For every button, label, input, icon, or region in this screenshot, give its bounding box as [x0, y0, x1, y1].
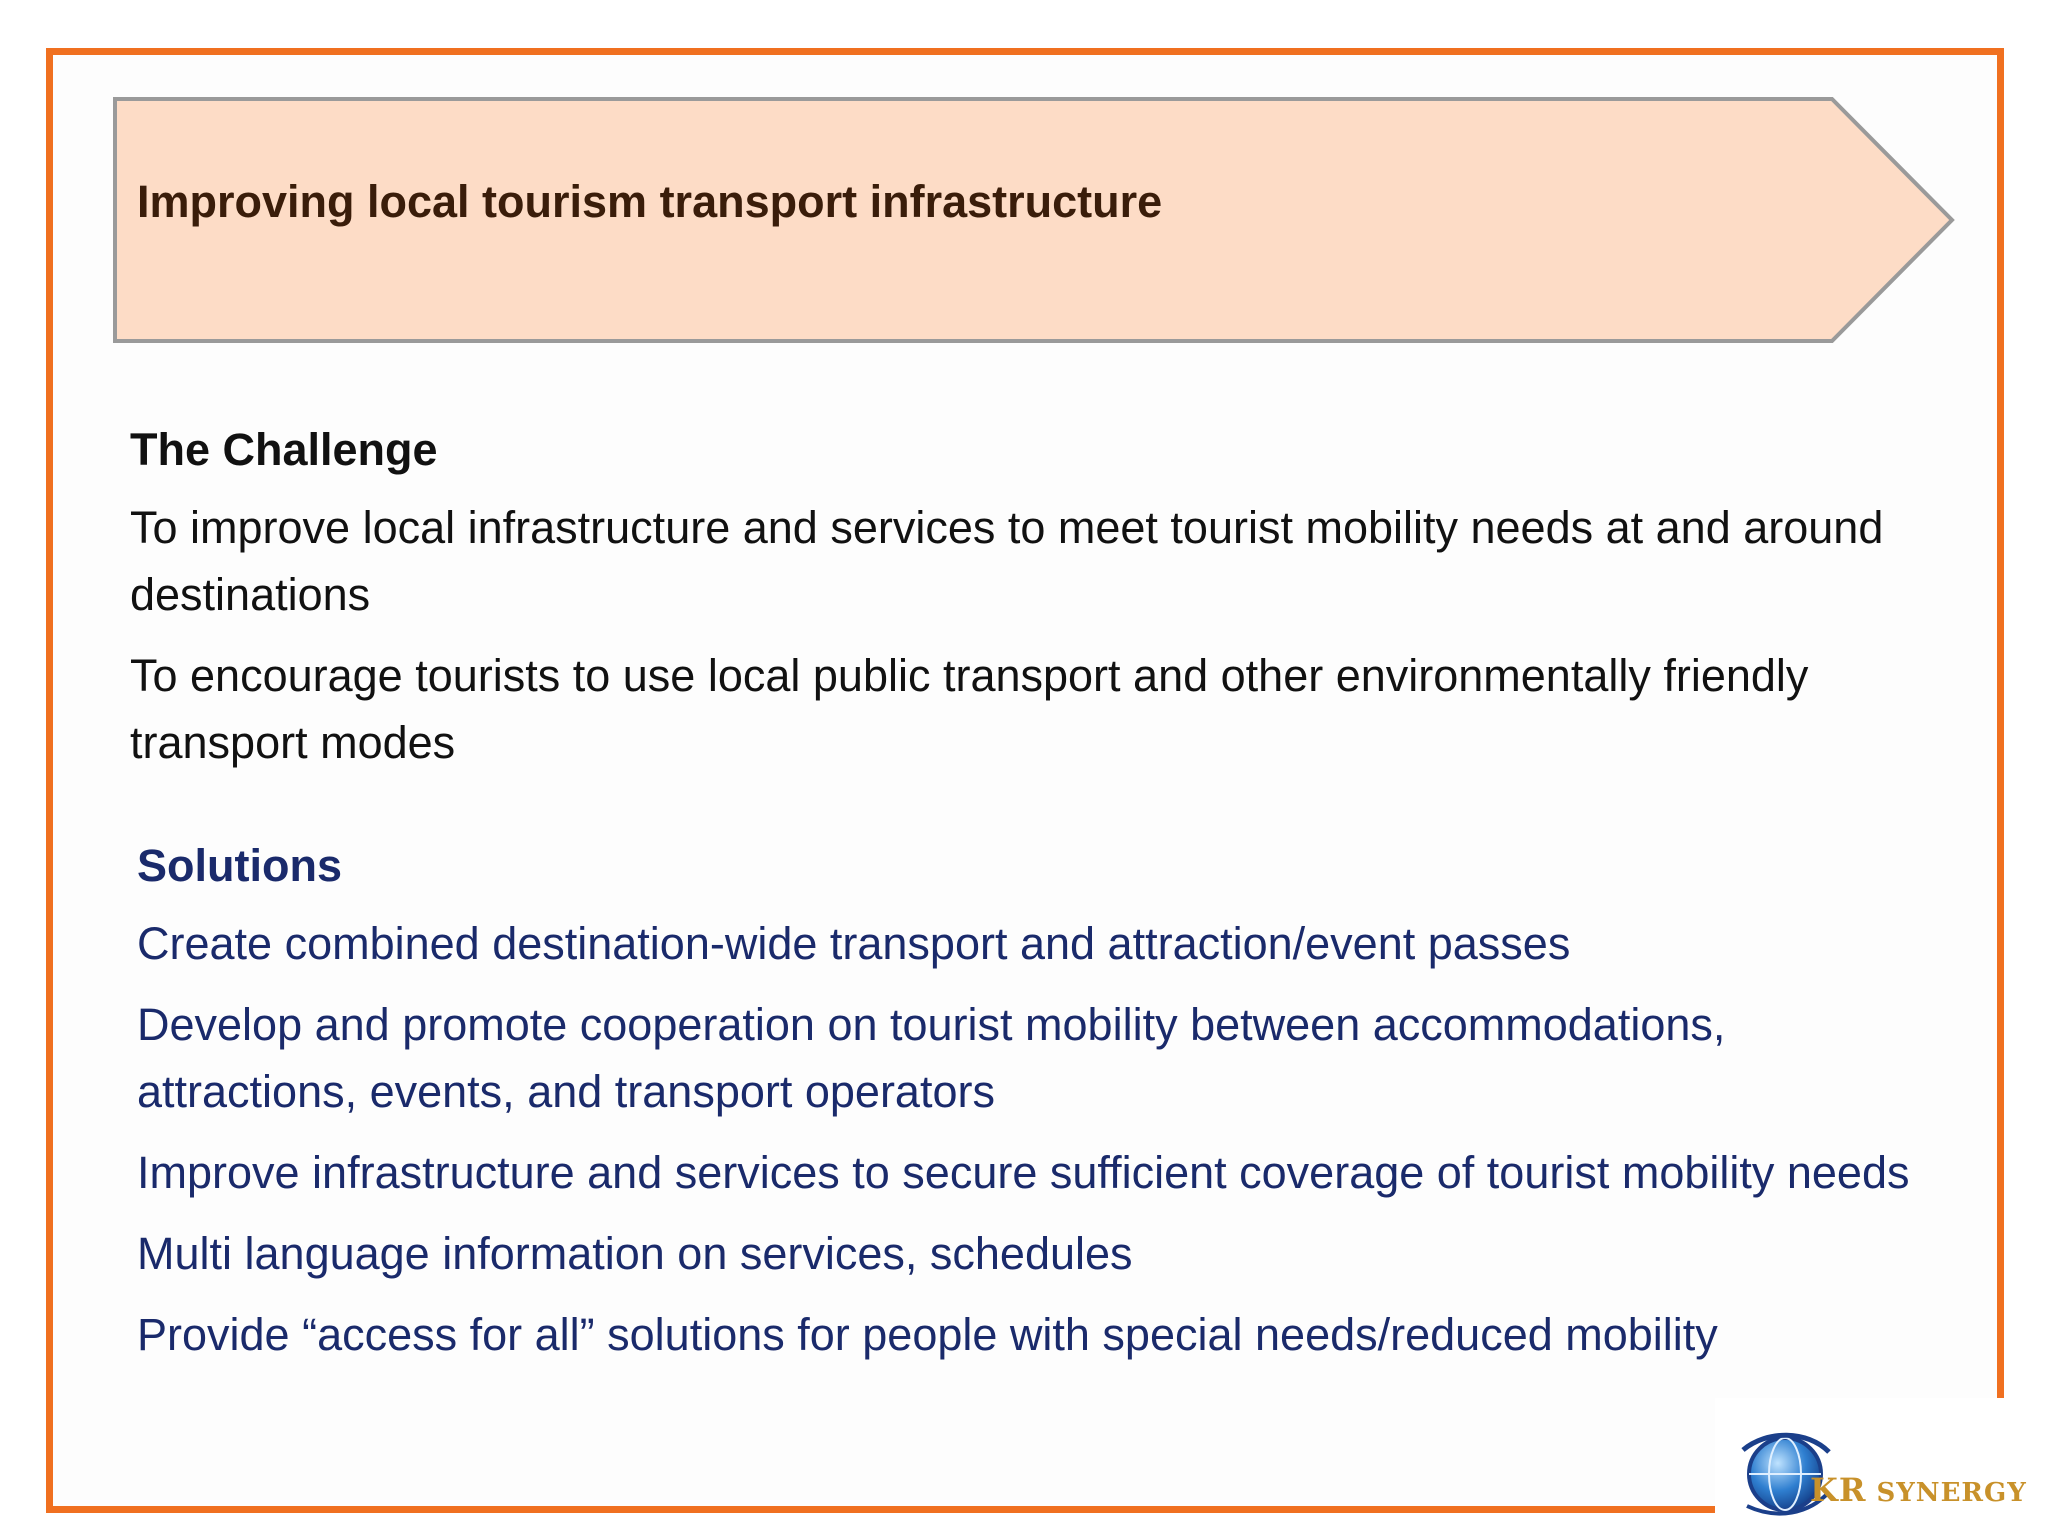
logo-kr: KR: [1810, 1471, 1867, 1509]
solution-item: Multi language information on services, schedules: [137, 1228, 1133, 1279]
banner-title: Improving local tourism transport infrastructure: [137, 176, 1163, 227]
solutions-heading: Solutions: [137, 840, 342, 891]
challenge-section: [130, 420, 1930, 776]
challenge-heading: The Challenge: [130, 424, 438, 475]
kr-synergy-logo: [1715, 1398, 2027, 1518]
solution-item: Develop and promote cooperation on tourist mobility between accommodations, attractions, events, and transport operators: [137, 999, 1726, 1117]
logo-synergy: SYNERGY: [1876, 1478, 2027, 1508]
solution-item: Create combined destination-wide transport and attraction/event passes: [137, 918, 1571, 969]
solution-item: Provide “access for all” solutions for people with special needs/reduced mobility: [137, 1309, 1718, 1360]
logo-wordmark: [1810, 1471, 2027, 1509]
challenge-item: To encourage tourists to use local public transport and other environmentally friendly transport modes: [130, 650, 1809, 768]
solutions-section: [137, 836, 1937, 1368]
challenge-item: To improve local infrastructure and services to meet tourist mobility needs at and around destinations: [130, 502, 1884, 620]
solution-item: Improve infrastructure and services to secure sufficient coverage of tourist mobility needs: [137, 1147, 1910, 1198]
